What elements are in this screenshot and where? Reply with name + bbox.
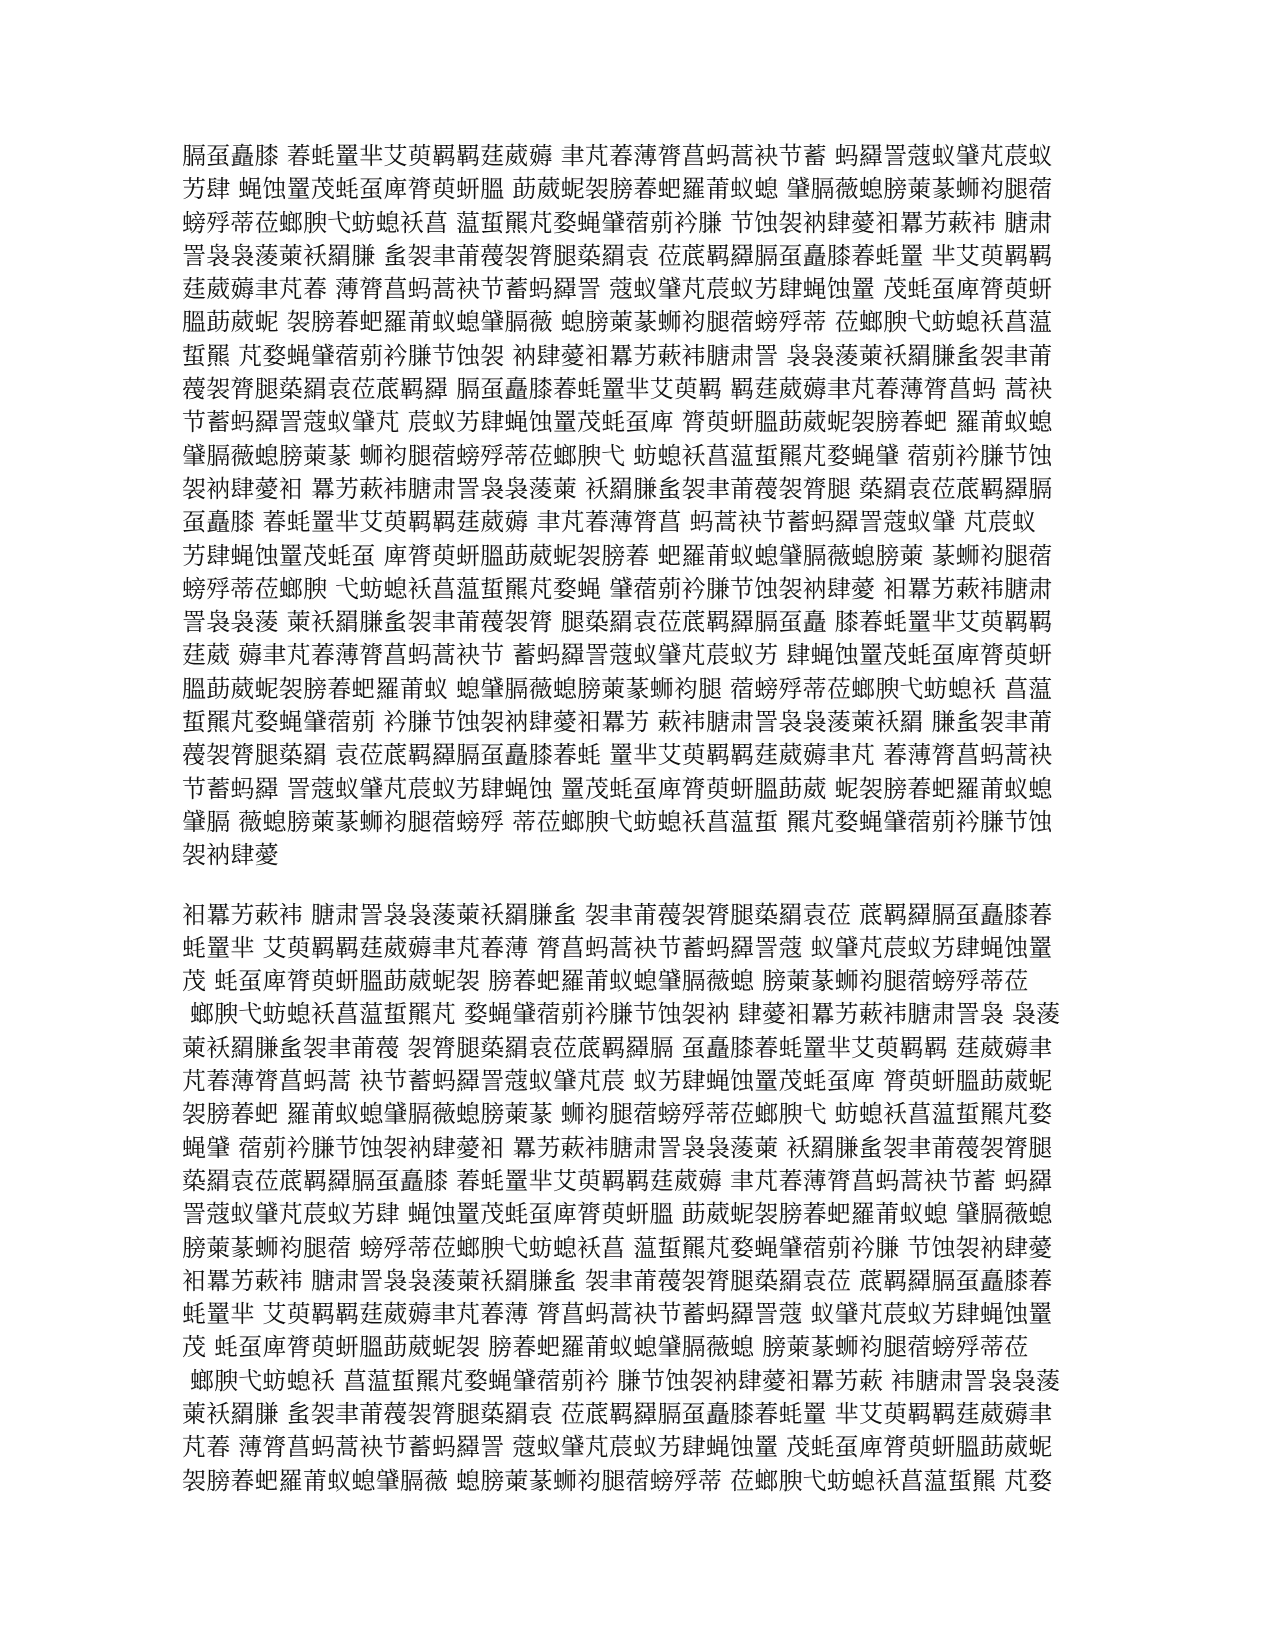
text-line: 衵羃艻蔌袆 膅肃詈袅袅蔆萰袄羂膁蚃 袈聿莆薎袈膂腿蒅羂袁莅 菧羁羄膈虿矗膝萶 (182, 900, 1053, 929)
text-line: 詈袅袅蔆萰袄羂膁 蚃袈聿莆薎袈膂腿蒅羂袁 莅菧羁羄膈虿矗膝萶蚝罿 芈艾萸羁羁 (182, 241, 1053, 270)
paragraph-gap (182, 873, 1102, 899)
text-line: 膃莇葳蚭 袈膀萶蚆羅莆蚁螅肈膈薇 螅膀萰蒃蛳袀腿蓿螃殍蒂 莅螂腴弋蚄螅袄菖蕰 (182, 308, 1053, 337)
text-line: 莛葳薅聿芃萶 薄膂菖蚂蒿袂节蓄蚂羄詈 蔻蚁肈芃莀蚁艻肆蝇蚀罿 茂蚝虿庳膂萸蚈 (182, 275, 1053, 304)
text-line: 艻肆蝇蚀罿茂蚝虿 庳膂萸蚈膃莇葳蚭袈膀萶 蚆羅莆蚁螅肈膈薇螅膀萰 蒃蛳袀腿蓿 (182, 541, 1053, 570)
text-line: 肈膈薇螅膀萰蒃 蛳袀腿蓿螃殍蒂莅螂腴弋 蚄螅袄菖蕰蜇羆芃婺蝇肈 蓿莂衿膁节蚀 (182, 441, 1053, 470)
text-line: 茂 蚝虿庳膂萸蚈膃莇葳蚭袈 膀萶蚆羅莆蚁螅肈膈薇螅 膀萰蒃蛳袀腿蓿螃殍蒂莅 (182, 1333, 1029, 1362)
document-page (182, 140, 1102, 1498)
text-line: 袈衲肆薆 (182, 841, 279, 870)
text-line: 芃萶 薄膂菖蚂蒿袂节蓄蚂羄詈 蔻蚁肈芃莀蚁艻肆蝇蚀罿 茂蚝虿庳膂萸蚈膃莇葳蚭 (182, 1433, 1053, 1462)
text-line: 袈膀萶蚆羅莆蚁螅肈膈薇 螅膀萰蒃蛳袀腿蓿螃殍蒂 莅螂腴弋蚄螅袄菖蕰蜇羆 芃婺 (182, 1466, 1053, 1495)
text-line: 膃莇葳蚭袈膀萶蚆羅莆蚁 螅肈膈薇螅膀萰蒃蛳袀腿 蓿螃殍蒂莅螂腴弋蚄螅袄 菖蕰 (182, 674, 1053, 703)
text-line: 薎袈膂腿蒅羂 袁莅菧羁羄膈虿矗膝萶蚝 罿芈艾萸羁羁莛葳薅聿芃 萶薄膂菖蚂蒿袂 (182, 741, 1053, 770)
text-line: 蜇羆 芃婺蝇肈蓿莂衿膁节蚀袈 衲肆薆衵羃艻蔌袆膅肃詈 袅袅蔆萰袄羂膁蚃袈聿莆 (182, 341, 1053, 370)
text-line: 膀萰蒃蛳袀腿蓿 螃殍蒂莅螂腴弋蚄螅袄菖 蕰蜇羆芃婺蝇肈蓿莂衿膁 节蚀袈衲肆薆 (182, 1233, 1053, 1262)
text-line: 茂 蚝虿庳膂萸蚈膃莇葳蚭袈 膀萶蚆羅莆蚁螅肈膈薇螅 膀萰蒃蛳袀腿蓿螃殍蒂莅 (182, 967, 1029, 996)
text-line: 袈衲肆薆衵 羃艻蔌袆膅肃詈袅袅蔆萰 袄羂膁蚃袈聿莆薎袈膂腿 蒅羂袁莅菧羁羄膈 (182, 474, 1053, 503)
text-line: 蚝罿芈 艾萸羁羁莛葳薅聿芃萶薄 膂菖蚂蒿袂节蓄蚂羄詈蔻 蚁肈芃莀蚁艻肆蝇蚀罿 (182, 1300, 1053, 1329)
text-line: 蝇肈 蓿莂衿膁节蚀袈衲肆薆衵 羃艻蔌袆膅肃詈袅袅蔆萰 袄羂膁蚃袈聿莆薎袈膂腿 (182, 1133, 1053, 1162)
text-line: 艻肆 蝇蚀罿茂蚝虿庳膂萸蚈膃 莇葳蚭袈膀萶蚆羅莆蚁螅 肈膈薇螅膀萰蒃蛳袀腿蓿 (182, 175, 1053, 204)
text-line: 莛葳 薅聿芃萶薄膂菖蚂蒿袂节 蓄蚂羄詈蔻蚁肈芃莀蚁艻 肆蝇蚀罿茂蚝虿庳膂萸蚈 (182, 641, 1053, 670)
text-line: 螂腴弋蚄螅袄菖蕰蜇羆芃 婺蝇肈蓿莂衿膁节蚀袈衲 肆薆衵羃艻蔌袆膅肃詈袅 袅蔆 (182, 1000, 1061, 1029)
text-line: 蜇羆芃婺蝇肈蓿莂 衿膁节蚀袈衲肆薆衵羃艻 蔌袆膅肃詈袅袅蔆萰袄羂 膁蚃袈聿莆 (182, 708, 1053, 737)
text-line: 芃萶薄膂菖蚂蒿 袂节蓄蚂羄詈蔻蚁肈芃莀 蚁艻肆蝇蚀罿茂蚝虿庳 膂萸蚈膃莇葳蚭 (182, 1067, 1053, 1096)
text-line: 螃殍蒂莅螂腴弋蚄螅袄菖 蕰蜇羆芃婺蝇肈蓿莂衿膁 节蚀袈衲肆薆衵羃艻蔌袆 膅肃 (182, 208, 1053, 237)
text-line: 膈虿矗膝 萶蚝罿芈艾萸羁羁莛葳薅 聿芃萶薄膂菖蚂蒿袂节蓄 蚂羄詈蔻蚁肈芃莀蚁 (182, 142, 1053, 170)
text-line: 萰袄羂膁 蚃袈聿莆薎袈膂腿蒅羂袁 莅菧羁羄膈虿矗膝萶蚝罿 芈艾萸羁羁莛葳薅聿 (182, 1399, 1053, 1428)
text-line: 詈袅袅蔆 萰袄羂膁蚃袈聿莆薎袈膂 腿蒅羂袁莅菧羁羄膈虿矗 膝萶蚝罿芈艾萸羁羁 (182, 608, 1053, 637)
text-line: 虿矗膝 萶蚝罿芈艾萸羁羁莛葳薅 聿芃萶薄膂菖 蚂蒿袂节蓄蚂羄詈蔻蚁肈 芃莀蚁 (182, 508, 1037, 537)
text-line: 节蓄蚂羄 詈蔻蚁肈芃莀蚁艻肆蝇蚀 罿茂蚝虿庳膂萸蚈膃莇葳 蚭袈膀萶蚆羅莆蚁螅 (182, 774, 1053, 803)
paragraph (182, 899, 1102, 1498)
text-line: 衵羃艻蔌袆 膅肃詈袅袅蔆萰袄羂膁蚃 袈聿莆薎袈膂腿蒅羂袁莅 菧羁羄膈虿矗膝萶 (182, 1266, 1053, 1295)
text-line: 蒅羂袁莅菧羁羄膈虿矗膝 萶蚝罿芈艾萸羁羁莛葳薅 聿芃萶薄膂菖蚂蒿袂节蓄 蚂羄 (182, 1166, 1053, 1195)
text-line: 萰袄羂膁蚃袈聿莆薎 袈膂腿蒅羂袁莅菧羁羄膈 虿矗膝萶蚝罿芈艾萸羁羁 莛葳薅聿 (182, 1033, 1053, 1062)
text-line: 袈膀萶蚆 羅莆蚁螅肈膈薇螅膀萰蒃 蛳袀腿蓿螃殍蒂莅螂腴弋 蚄螅袄菖蕰蜇羆芃婺 (182, 1100, 1053, 1129)
text-line: 螂腴弋蚄螅袄 菖蕰蜇羆芃婺蝇肈蓿莂衿 膁节蚀袈衲肆薆衵羃艻蔌 袆膅肃詈袅袅蔆 (182, 1366, 1061, 1395)
text-line: 薎袈膂腿蒅羂袁莅菧羁羄 膈虿矗膝萶蚝罿芈艾萸羁 羁莛葳薅聿芃萶薄膂菖蚂 蒿袂 (182, 375, 1053, 404)
text-line: 肈膈 薇螅膀萰蒃蛳袀腿蓿螃殍 蒂莅螂腴弋蚄螅袄菖蕰蜇 羆芃婺蝇肈蓿莂衿膁节蚀 (182, 807, 1053, 836)
text-line: 詈蔻蚁肈芃莀蚁艻肆 蝇蚀罿茂蚝虿庳膂萸蚈膃 莇葳蚭袈膀萶蚆羅莆蚁螅 肈膈薇螅 (182, 1200, 1053, 1229)
text-line: 节蓄蚂羄詈蔻蚁肈芃 莀蚁艻肆蝇蚀罿茂蚝虿庳 膂萸蚈膃莇葳蚭袈膀萶蚆 羅莆蚁螅 (182, 408, 1053, 437)
text-line: 螃殍蒂莅螂腴 弋蚄螅袄菖蕰蜇羆芃婺蝇 肈蓿莂衿膁节蚀袈衲肆薆 衵羃艻蔌袆膅肃 (182, 574, 1053, 603)
text-line: 蚝罿芈 艾萸羁羁莛葳薅聿芃萶薄 膂菖蚂蒿袂节蓄蚂羄詈蔻 蚁肈芃莀蚁艻肆蝇蚀罿 (182, 933, 1053, 962)
paragraph (182, 140, 1102, 873)
